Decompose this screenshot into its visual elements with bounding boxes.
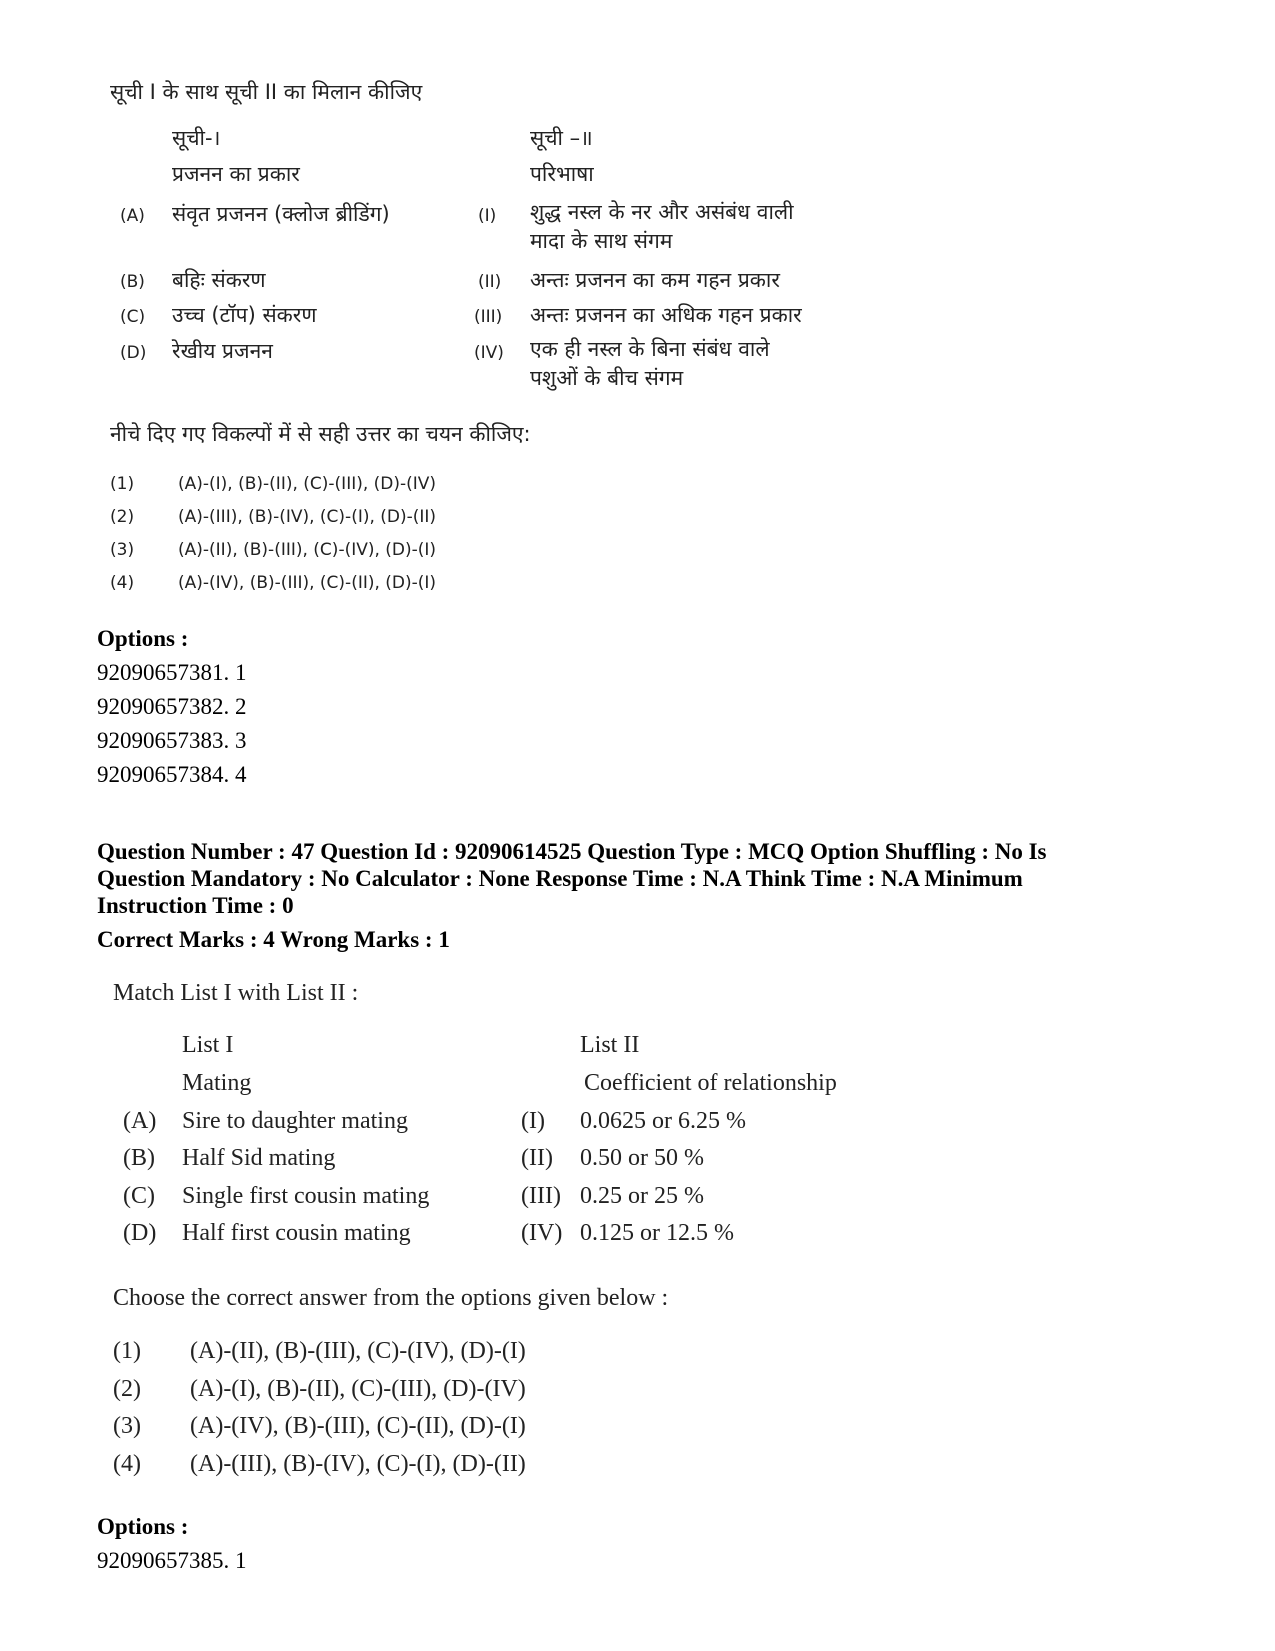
hindi-row-definition bbox=[530, 198, 850, 256]
hindi-list2-heading: सूची –॥ bbox=[530, 126, 593, 150]
option-item: 92090657381. 1 bbox=[97, 660, 247, 685]
english-row-label: (B) bbox=[123, 1145, 155, 1171]
hindi-choice-text: (A)-(IV), (B)-(III), (C)-(II), (D)-(I) bbox=[178, 573, 437, 593]
option-item: 92090657384. 4 bbox=[97, 762, 247, 787]
hindi-choose-prompt: नीचे दिए गए विकल्पों में से सही उत्तर का चयन कीजिए: bbox=[110, 422, 531, 446]
english-choose-prompt: Choose the correct answer from the options given below : bbox=[113, 1285, 669, 1311]
hindi-row-label: (C) bbox=[120, 307, 146, 327]
options-heading: Options : bbox=[97, 626, 189, 651]
option-item: 92090657383. 3 bbox=[97, 728, 247, 753]
english-row-label: (A) bbox=[123, 1108, 157, 1134]
hindi-list2-subheading: परिभाषा bbox=[530, 162, 594, 186]
options-heading: Options : bbox=[97, 1514, 189, 1539]
hindi-row-item: उच्च (टॉप) संकरण bbox=[172, 303, 317, 327]
hindi-row-definition-line2: पशुओं के बीच संगम bbox=[530, 366, 684, 390]
english-choice-text: (A)-(I), (B)-(II), (C)-(III), (D)-(IV) bbox=[190, 1376, 526, 1402]
english-row-num: (I) bbox=[521, 1108, 545, 1134]
english-choice-text: (A)-(IV), (B)-(III), (C)-(II), (D)-(I) bbox=[190, 1413, 526, 1439]
option-item: 92090657382. 2 bbox=[97, 694, 247, 719]
english-list1-subheading: Mating bbox=[182, 1070, 252, 1096]
english-row-num: (II) bbox=[521, 1145, 553, 1171]
question-marks: Correct Marks : 4 Wrong Marks : 1 bbox=[97, 927, 450, 952]
hindi-row-item: संवृत प्रजनन (क्लोज ब्रीडिंग) bbox=[172, 202, 390, 226]
english-row-definition: 0.0625 or 6.25 % bbox=[580, 1108, 746, 1134]
question-meta-line: Question Mandatory : No Calculator : None Response Time : N.A Think Time : N.A Minimum bbox=[97, 866, 1023, 891]
english-choice-num: (4) bbox=[113, 1451, 141, 1477]
english-row-item: Half Sid mating bbox=[182, 1145, 336, 1171]
hindi-row-item: रेखीय प्रजनन bbox=[172, 339, 273, 363]
english-row-label: (C) bbox=[123, 1183, 155, 1209]
english-row-definition: 0.25 or 25 % bbox=[580, 1183, 704, 1209]
english-list1-heading: List I bbox=[182, 1032, 234, 1058]
hindi-row-item: बहिः संकरण bbox=[172, 268, 266, 292]
option-item: 92090657385. 1 bbox=[97, 1548, 247, 1573]
english-row-item: Single first cousin mating bbox=[182, 1183, 430, 1209]
hindi-row-definition-line2: मादा के साथ संगम bbox=[530, 229, 673, 253]
english-list2-heading: List II bbox=[580, 1032, 640, 1058]
hindi-row-definition: अन्तः प्रजनन का कम गहन प्रकार bbox=[530, 268, 780, 292]
hindi-choice-text: (A)-(I), (B)-(II), (C)-(III), (D)-(IV) bbox=[178, 474, 437, 494]
english-row-item: Sire to daughter mating bbox=[182, 1108, 408, 1134]
hindi-row-definition: अन्तः प्रजनन का अधिक गहन प्रकार bbox=[530, 303, 802, 327]
hindi-choice-num: (3) bbox=[110, 540, 135, 560]
english-row-num: (III) bbox=[521, 1183, 561, 1209]
english-row-definition: 0.50 or 50 % bbox=[580, 1145, 704, 1171]
english-choice-num: (2) bbox=[113, 1376, 141, 1402]
hindi-choice-num: (2) bbox=[110, 507, 135, 527]
question-meta-line: Instruction Time : 0 bbox=[97, 893, 294, 918]
english-choice-num: (3) bbox=[113, 1413, 141, 1439]
hindi-list1-subheading: प्रजनन का प्रकार bbox=[172, 162, 300, 186]
hindi-choice-num: (1) bbox=[110, 474, 135, 494]
english-choice-text: (A)-(III), (B)-(IV), (C)-(I), (D)-(II) bbox=[190, 1451, 526, 1477]
hindi-row-num: (III) bbox=[474, 307, 503, 327]
hindi-choice-text: (A)-(II), (B)-(III), (C)-(IV), (D)-(I) bbox=[178, 540, 437, 560]
hindi-list1-heading: सूची-। bbox=[172, 126, 221, 150]
hindi-row-definition-line1: एक ही नस्ल के बिना संबंध वाले bbox=[530, 337, 770, 361]
hindi-choice-text: (A)-(III), (B)-(IV), (C)-(I), (D)-(II) bbox=[178, 507, 437, 527]
hindi-row-definition bbox=[530, 335, 850, 393]
hindi-choice-num: (4) bbox=[110, 573, 135, 593]
english-choice-text: (A)-(II), (B)-(III), (C)-(IV), (D)-(I) bbox=[190, 1338, 526, 1364]
hindi-row-num: (I) bbox=[478, 206, 497, 226]
english-row-item: Half first cousin mating bbox=[182, 1220, 411, 1246]
hindi-row-label: (B) bbox=[120, 272, 145, 292]
english-choice-num: (1) bbox=[113, 1338, 141, 1364]
hindi-instruction: सूची I के साथ सूची II का मिलान कीजिए bbox=[110, 80, 423, 104]
hindi-row-definition-line1: शुद्ध नस्ल के नर और असंबंध वाली bbox=[530, 200, 794, 224]
english-row-definition: 0.125 or 12.5 % bbox=[580, 1220, 734, 1246]
hindi-row-label: (A) bbox=[120, 206, 145, 226]
hindi-row-num: (IV) bbox=[474, 343, 504, 363]
english-instruction: Match List I with List II : bbox=[113, 980, 359, 1006]
english-list2-subheading: Coefficient of relationship bbox=[584, 1070, 837, 1096]
english-row-num: (IV) bbox=[521, 1220, 563, 1246]
question-meta-line: Question Number : 47 Question Id : 92090614525 Question Type : MCQ Option Shuffling : No Is bbox=[97, 839, 1047, 864]
hindi-row-label: (D) bbox=[120, 343, 147, 363]
hindi-row-num: (II) bbox=[478, 272, 502, 292]
english-row-label: (D) bbox=[123, 1220, 157, 1246]
